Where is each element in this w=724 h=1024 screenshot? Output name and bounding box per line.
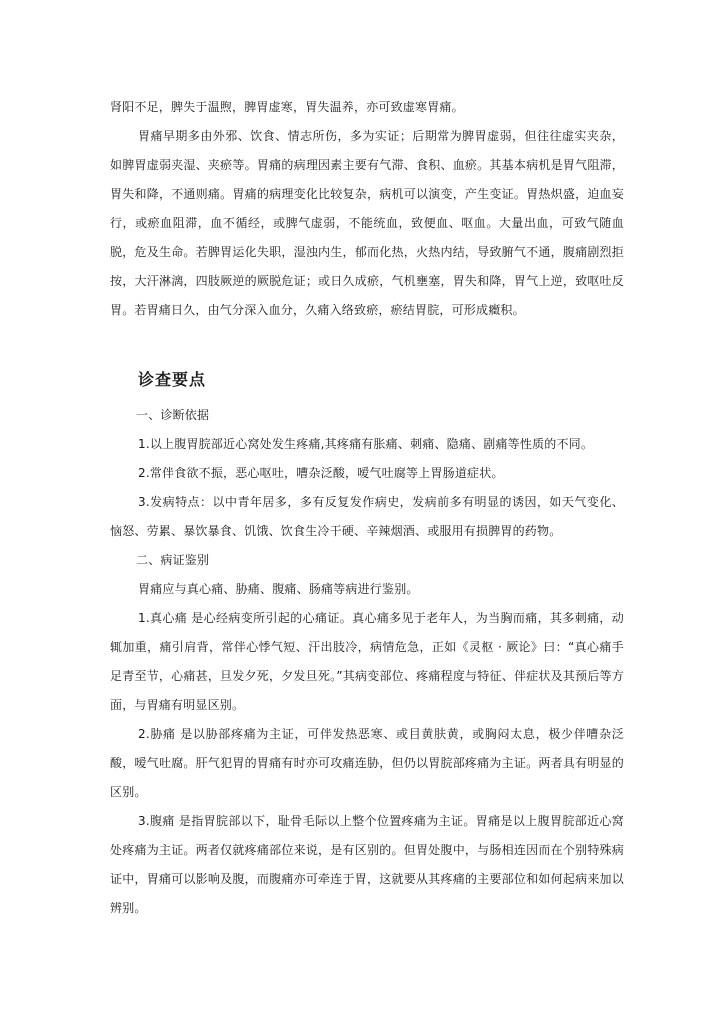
document-body xyxy=(110,93,624,923)
differentiation-intro: 胃痛应与真心痛、胁痛、腹痛、肠痛等病进行鉴别。 xyxy=(138,582,419,596)
differentiation-heading: 二、病证鉴别 xyxy=(136,553,210,567)
differentiation-item-1: 1.真心痛 是心经病变所引起的心痛证。真心痛多见于老年人，为当胸而痛，其多刺痛，动辄加重，痛引肩背，常伴心悸气短、汗出肢冷，病情危急，正如《灵枢 · 厥论》曰：“真心痛手足青至节，心痛甚，旦发夕死，夕发旦死。”其病变部位、疼痛程度与特征、伴症状及其预后等方面，与胃痛有明显区别。 xyxy=(110,611,624,712)
diagnosis-item-3: 3.发病特点：以中青年居多，多有反复发作病史，发病前多有明显的诱因，如天气变化、恼怒、劳累、暴饮暴食、饥饿、饮食生冷干硬、辛辣烟酒、或服用有损脾胃的药物。 xyxy=(110,495,624,538)
paragraph-pathology: 胃痛早期多由外邪、饮食、情志所伤，多为实证；后期常为脾胃虚弱，但往往虚实夹杂，如脾胃虚弱夹湿、夹瘀等。胃痛的病理因素主要有气滞、食积、血瘀。其基本病机是胃气阻滞，胃失和降，不通则痛。胃痛的病理变化比较复杂，病机可以演变，产生变证。胃热炽盛，迫血妄行，或瘀血阻滞，血不循经，或脾气虚弱，不能统血，致便血、呕血。大量出血，可致气随血脱，危及生命。若脾胃运化失职，湿浊内生，郁而化热，火热内结，导致腑气不通，腹痛剧烈拒按，大汗淋漓，四肢厥逆的厥脱危证；或日久成瘀，气机壅塞，胃失和降，胃气上逆，致呕吐反胃。若胃痛日久，由气分深入血分，久痛入络致瘀，瘀结胃脘，可形成癥积。 xyxy=(110,129,624,317)
section-title: 诊查要点 xyxy=(138,370,207,389)
diagnosis-item-1: 1.以上腹胃脘部近心窝处发生疼痛,其疼痛有胀痛、刺痛、隐痛、剧痛等性质的不同。 xyxy=(138,437,594,451)
diagnosis-heading: 一、诊断依据 xyxy=(136,408,210,422)
differentiation-item-3: 3.腹痛 是指胃脘部以下，耻骨毛际以上整个位置疼痛为主证。胃痛是以上腹胃脘部近心窝处疼痛为主证。两者仅就疼痛部位来说，是有区别的。但胃处腹中，与肠相连因而在个别特殊病证中，胃痛可以影响及腹，而腹痛亦可牵连于胃，这就要从其疼痛的主要部位和如何起病来加以辨别。 xyxy=(110,814,624,915)
diagnosis-item-2: 2.常伴食欲不振，恶心呕吐，嘈杂泛酸，嗳气吐腐等上胃肠道症状。 xyxy=(138,466,504,480)
differentiation-item-2: 2.胁痛 是以胁部疼痛为主证，可伴发热恶寒、或目黄肤黄，或胸闷太息，极少伴嘈杂泛酸，嗳气吐腐。肝气犯胃的胃痛有时亦可攻痛连胁，但仍以胃脘部疼痛为主证。两者具有明显的区别。 xyxy=(110,727,624,799)
paragraph-intro-continuation: 肾阳不足，脾失于温煦，脾胃虚寒，胃失温养，亦可致虚寒胃痛。 xyxy=(110,100,464,114)
